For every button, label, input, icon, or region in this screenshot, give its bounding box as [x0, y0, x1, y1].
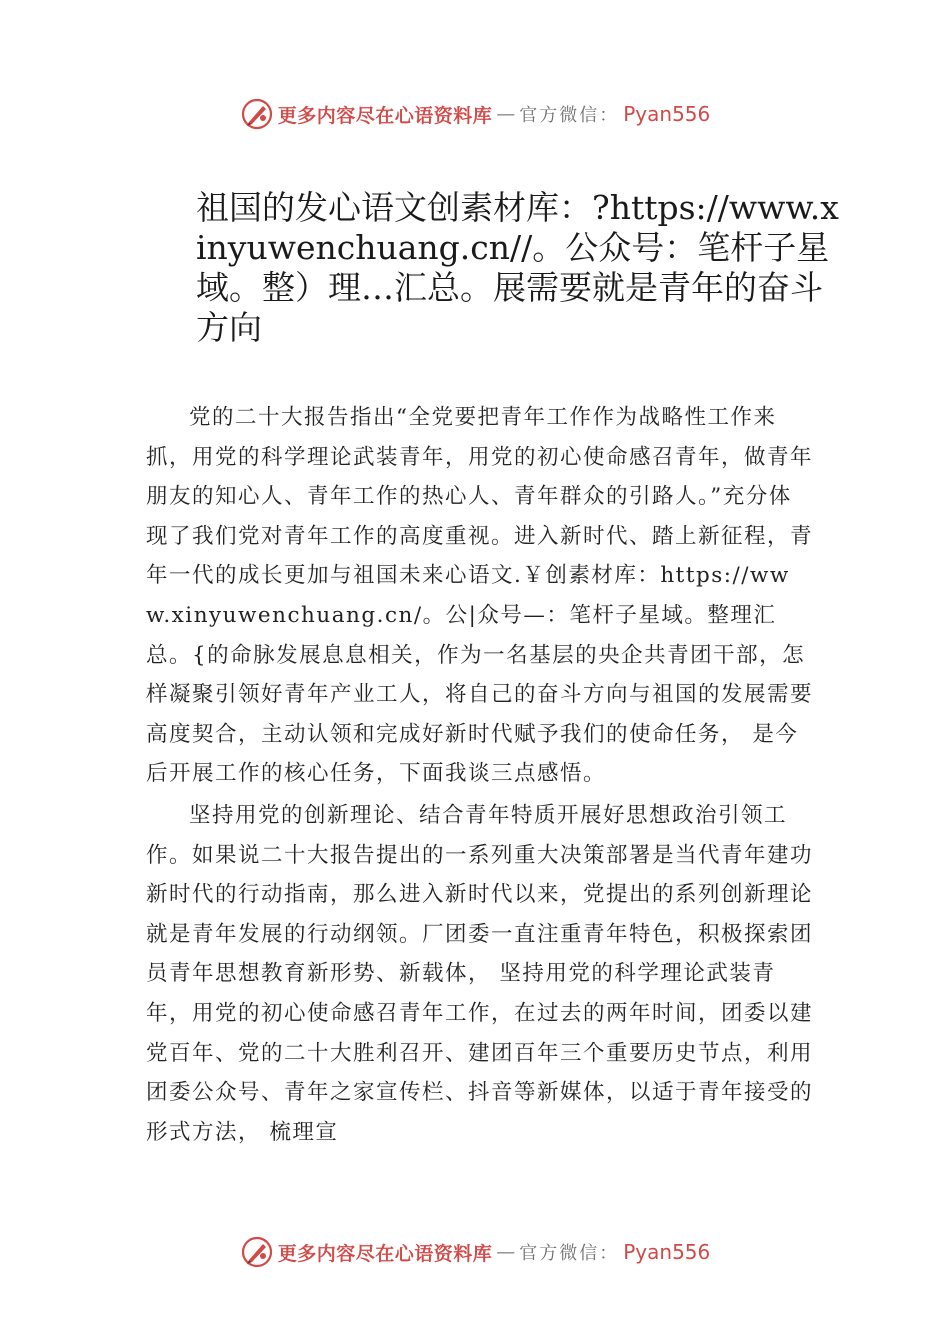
watermark-separator: — — [496, 103, 516, 125]
header-watermark — [0, 94, 950, 134]
watermark-main-text: 更多内容尽在心语资料库 — [277, 104, 493, 127]
footer-watermark — [0, 1232, 950, 1272]
pen-logo-icon — [240, 1235, 274, 1269]
watermark-wechat-id: Pyan556 — [623, 1240, 711, 1264]
document-body — [146, 398, 814, 1152]
watermark-wechat-id: Pyan556 — [623, 102, 711, 126]
watermark-label: 官方微信： — [519, 105, 620, 126]
watermark-label: 官方微信： — [519, 1243, 620, 1264]
watermark-separator: — — [496, 1241, 516, 1263]
paragraph-2: 坚持用党的创新理论、结合青年特质开展好思想政治引领工作。如果说二十大报告提出的一系列重大决策部署是当代青年建功新时代的行动指南，那么进入新时代以来，党提出的系列创新理论就是青年发展的行动纲领。厂团委一直注重青年特色，积极探索团员青年思想教育新形势、新载体， 坚持用党的科学理论武装青年，用党的初心使命感召青年工作，在过去的两年时间，团委以建党百年、党的二十大胜利召开、建团百年三个重要历史节点，利用团委公众号、青年之家宣传栏、抖音等新媒体，以适于青年接受的形式方法， 梳理宣 — [146, 802, 814, 1145]
pen-logo-icon — [240, 97, 274, 131]
watermark-main-text: 更多内容尽在心语资料库 — [277, 1242, 493, 1265]
paragraph-1: 党的二十大报告指出“全党要把青年工作作为战略性工作来抓，用党的科学理论武装青年，用党的初心使命感召青年，做青年朋友的知心人、青年工作的热心人、青年群众的引路人。”充分体现了我们党对青年工作的高度重视。进入新时代、踏上新征程，青年一代的成长更加与祖国未来心语文.￥创素材库：https://www.xinyuwenchuang.cn/。公|众号—：笔杆子星域。整理汇总。{的命脉发展息息相关，作为一名基层的央企共青团干部，怎样凝聚引领好青年产业工人，将自己的奋斗方向与祖国的发展需要高度契合，主动认领和完成好新时代赋予我们的使命任务， 是今后开展工作的核心任务，下面我谈三点感悟。 — [146, 405, 814, 787]
document-title: 祖国的发心语文创素材库：?https://www.xinyuwenchuang.cn//。公众号：笔杆子星域。整）理…汇总。展需要就是青年的奋斗方向 — [196, 188, 839, 347]
